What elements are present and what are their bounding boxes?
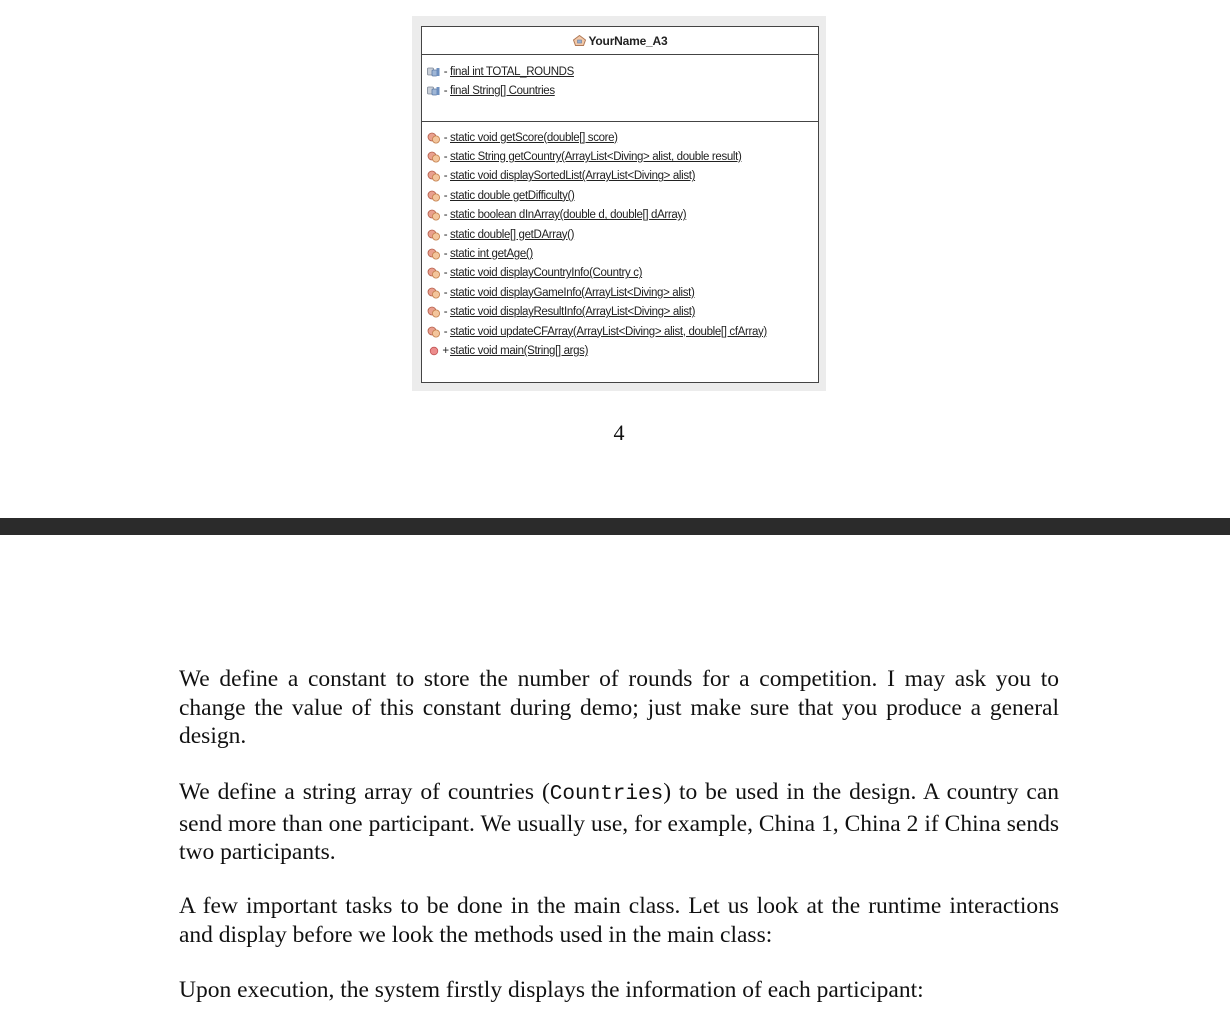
class-icon — [573, 35, 586, 46]
visibility-marker: + — [442, 344, 449, 357]
method-signature: static void updateCFArray(ArrayList<Diving> alist, double[] cfArray) — [450, 325, 767, 338]
visibility-marker: - — [443, 65, 448, 78]
method-signature: static void displayGameInfo(ArrayList<Diving> alist) — [450, 286, 695, 299]
uml-field-row — [422, 81, 818, 100]
uml-class-box — [421, 26, 819, 383]
visibility-marker: - — [443, 306, 448, 319]
uml-class-header — [422, 27, 818, 55]
method-signature: static void main(String[] args) — [450, 344, 589, 357]
field-icon — [427, 66, 441, 78]
paragraph-countries — [179, 778, 1059, 867]
visibility-marker: - — [443, 248, 448, 261]
uml-class-diagram — [412, 16, 826, 391]
private-method-icon — [427, 248, 441, 260]
private-method-icon — [427, 306, 441, 318]
visibility-marker: - — [443, 85, 448, 98]
visibility-marker: - — [443, 286, 448, 299]
method-signature: static void displaySortedList(ArrayList<Diving> alist) — [450, 170, 696, 183]
visibility-marker: - — [443, 325, 448, 338]
paragraph-countries-text-1: We define a string array of countries ( — [179, 779, 550, 805]
private-method-icon — [427, 287, 441, 299]
method-signature: static String getCountry(ArrayList<Diving> alist, double result) — [450, 151, 742, 164]
method-signature: static void getScore(double[] score) — [450, 131, 618, 144]
visibility-marker: - — [443, 267, 448, 280]
paragraph-countries-text-2: ) to be used in the design. A country can send more than one participant. We usually use, for example, China 1, China 2 if China sends two participants. — [179, 779, 1059, 865]
uml-field-row — [422, 62, 818, 81]
private-method-icon — [427, 326, 441, 338]
visibility-marker: - — [443, 189, 448, 202]
uml-method-row — [422, 322, 818, 341]
method-signature: static boolean dInArray(double d, double[] dArray) — [450, 209, 687, 222]
private-method-icon — [427, 229, 441, 241]
method-signature: static void displayResultInfo(ArrayList<Diving> alist) — [450, 306, 696, 319]
private-method-icon — [427, 267, 441, 279]
page-number: 4 — [613, 420, 625, 445]
visibility-marker: - — [443, 170, 448, 183]
field-icon — [427, 85, 441, 97]
uml-method-row — [422, 244, 818, 263]
uml-method-row — [422, 225, 818, 244]
page-divider — [0, 518, 1230, 535]
paragraph-constant: We define a constant to store the number of rounds for a competition. I may ask you to change the value of this constant during demo; just make sure that you produce a general design. — [179, 666, 1059, 749]
inline-code-countries: Countries — [549, 783, 664, 806]
uml-method-row — [422, 264, 818, 283]
method-signature: static double getDifficulty() — [450, 189, 575, 202]
public-method-icon — [427, 345, 441, 357]
visibility-marker: - — [443, 151, 448, 164]
field-signature: final String[] Countries — [450, 85, 555, 98]
method-signature: static int getAge() — [450, 248, 533, 261]
uml-method-row — [422, 283, 818, 302]
visibility-marker: - — [443, 228, 448, 241]
private-method-icon — [427, 190, 441, 202]
uml-method-row — [422, 128, 818, 147]
uml-methods-section — [422, 122, 818, 361]
uml-fields-section — [422, 55, 818, 122]
uml-method-row — [422, 303, 818, 322]
method-signature: static double[] getDArray() — [450, 228, 575, 241]
uml-method-row — [422, 147, 818, 166]
private-method-icon — [427, 151, 441, 163]
visibility-marker: - — [443, 209, 448, 222]
uml-method-row — [422, 167, 818, 186]
visibility-marker: - — [443, 131, 448, 144]
private-method-icon — [427, 132, 441, 144]
private-method-icon — [427, 209, 441, 221]
uml-method-row — [422, 186, 818, 205]
uml-class-name: YourName_A3 — [588, 33, 668, 48]
paragraph-main-tasks: A few important tasks to be done in the main class. Let us look at the runtime interactions and display before we look the methods used in the main class: — [179, 893, 1059, 948]
paragraph-upon-execution: Upon execution, the system firstly displays the information of each participant: — [179, 977, 924, 1003]
uml-method-row — [422, 341, 818, 360]
field-signature: final int TOTAL_ROUNDS — [450, 65, 574, 78]
method-signature: static void displayCountryInfo(Country c) — [450, 267, 643, 280]
private-method-icon — [427, 170, 441, 182]
uml-method-row — [422, 206, 818, 225]
